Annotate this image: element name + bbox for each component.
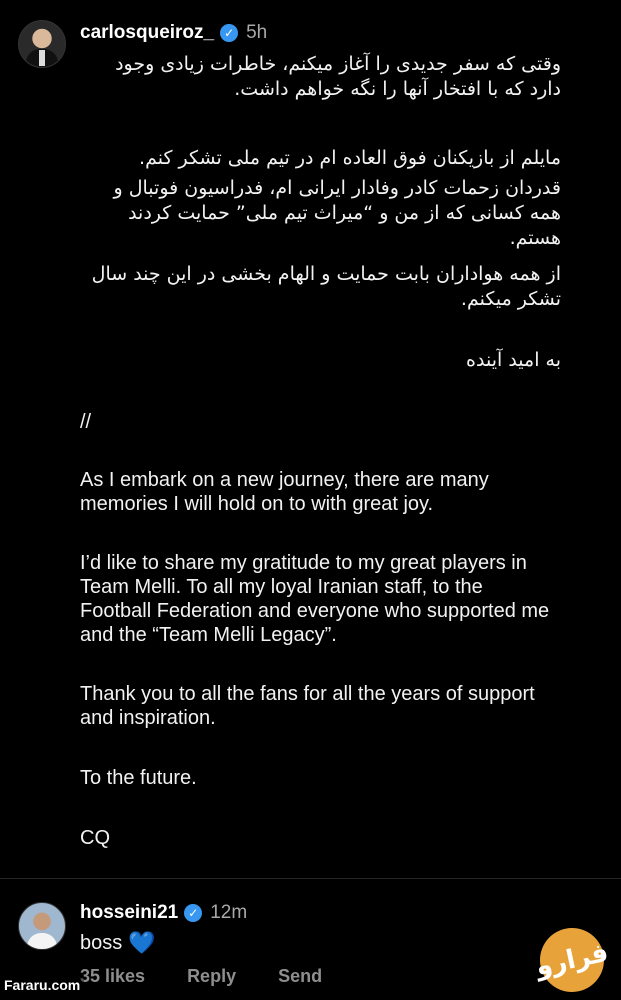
comment-author-avatar[interactable]	[18, 902, 66, 950]
fararu-logo: فرارو	[534, 922, 610, 998]
comment-time: 12m	[210, 902, 248, 923]
caption-separator: //	[80, 411, 92, 433]
verified-badge-icon: ✓	[184, 904, 202, 922]
caption-persian-paragraph: وقتی که سفر جدیدی را آغاز میکنم، خاطرات زیادی وجود دارد که با افتخار آنها را نگه خواهم داشت.	[115, 53, 561, 100]
watermark: Fararu.com	[0, 975, 84, 995]
divider	[0, 878, 621, 879]
comment-header	[80, 902, 247, 924]
caption-persian-paragraph: از همه هواداران بابت حمایت و الهام بخشی در این چند سال تشکر میکنم.	[91, 263, 561, 310]
send-button[interactable]: Send	[278, 966, 323, 986]
caption-english-paragraph: I’d like to share my gratitude to my great players in Team Melli. To all my loyal Iranian staff, to the Football Federation and everyone who supported me and the “Team Melli Legacy”.	[80, 552, 550, 646]
comment-body	[80, 930, 156, 956]
post-header	[80, 22, 267, 44]
caption-persian-paragraph: قدردان زحمات کادر وفادار ایرانی ام، فدراسیون فوتبال و همه کسانی که از من و “میراث تیم ملی” حمایت کردند هستم.	[113, 177, 561, 249]
comment-actions	[80, 966, 322, 987]
likes-count[interactable]: 35 likes	[80, 966, 146, 986]
caption-english-paragraph: To the future.	[80, 767, 197, 789]
caption-english-paragraph: Thank you to all the fans for all the years of support and inspiration.	[80, 683, 535, 729]
caption-persian-paragraph: به امید آینده	[466, 349, 561, 371]
caption-signature: CQ	[80, 827, 110, 849]
avatar-jersey	[27, 933, 57, 950]
avatar-shirt	[39, 50, 45, 66]
caption-persian-paragraph: مایلم از بازیکنان فوق العاده ام در تیم ملی تشکر کنم.	[139, 147, 561, 169]
post-username[interactable]: carlosqueiroz_	[80, 22, 215, 43]
blue-heart-icon: 💙	[128, 930, 156, 955]
caption-english-paragraph: As I embark on a new journey, there are many memories I will hold on to with great joy.	[80, 469, 489, 515]
reply-button[interactable]: Reply	[187, 966, 237, 986]
verified-badge-icon: ✓	[220, 24, 238, 42]
comment-text: boss	[80, 931, 123, 954]
comment-username[interactable]: hosseini21	[80, 902, 179, 923]
post-time: 5h	[246, 22, 268, 43]
post-author-avatar[interactable]	[18, 20, 66, 68]
